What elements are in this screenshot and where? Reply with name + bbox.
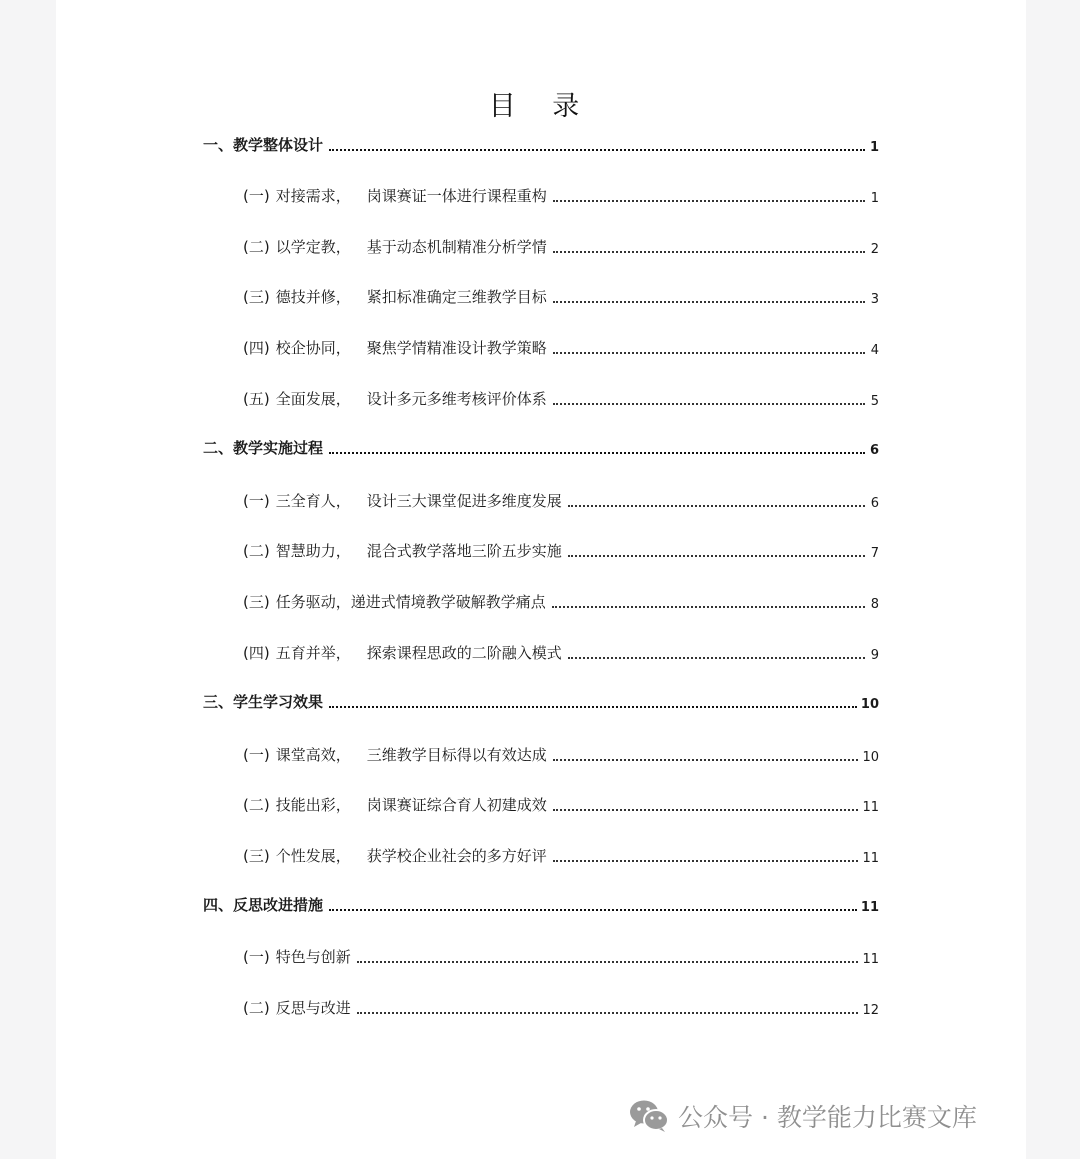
toc-lead: 五育并举，: [275, 644, 351, 662]
toc-subsection: [243, 490, 879, 511]
toc-page-number: 11: [862, 952, 879, 967]
toc-leader-dots: [553, 403, 865, 405]
toc-number: (一): [243, 948, 270, 966]
toc-leader-dots: [553, 759, 859, 761]
toc-page-number: 11: [862, 851, 879, 866]
toc-page-number: 6: [870, 496, 879, 511]
toc-text: 获学校企业社会的多方好评: [366, 847, 547, 865]
toc-text: 岗课赛证综合育人初建成效: [366, 796, 547, 814]
toc-lead: 技能出彩，: [275, 796, 351, 814]
toc-leader-dots: [568, 505, 865, 507]
page-title: 目 录: [488, 91, 594, 122]
toc-text: 探索课程思政的二阶融入模式: [366, 644, 562, 662]
toc-section-3: [203, 691, 879, 712]
toc-number: 二、: [203, 439, 234, 457]
toc-lead: 三全育人，: [275, 492, 351, 510]
toc-leader-dots: [553, 860, 859, 862]
toc-text: 学生学习效果: [233, 693, 324, 711]
toc-page-number: 11: [860, 900, 879, 915]
toc-subsection: [243, 286, 879, 307]
toc-lead: 校企协同，: [275, 339, 351, 357]
toc-lead: 智慧助力，: [275, 542, 351, 560]
toc-page-number: 2: [870, 242, 879, 257]
toc-text: 教学整体设计: [233, 136, 324, 154]
toc-text: 基于动态机制精准分析学情: [366, 238, 547, 256]
toc-page-number: 7: [870, 546, 879, 561]
toc-leader-dots: [329, 149, 865, 151]
toc-subsection: [243, 236, 879, 257]
toc-number: (二): [243, 238, 270, 256]
toc-number: 一、: [203, 136, 234, 154]
watermark: [628, 1098, 977, 1134]
toc-subsection: [243, 388, 879, 409]
toc-subsection: [243, 642, 879, 663]
toc-number: (一): [243, 492, 270, 510]
toc-page-number: 8: [870, 597, 879, 612]
toc-number: 三、: [203, 693, 234, 711]
toc-text: 紧扣标准确定三维教学目标: [366, 288, 547, 306]
toc-page-number: 1: [870, 191, 879, 206]
toc-section-2: [203, 437, 879, 458]
toc-number: 四、: [203, 896, 234, 914]
toc-text: 设计多元多维考核评价体系: [366, 390, 547, 408]
toc-number: (三): [243, 288, 270, 306]
toc-subsection: [243, 946, 879, 967]
toc-page-number: 10: [862, 750, 879, 765]
toc-leader-dots: [329, 452, 865, 454]
toc-section-1: [203, 134, 879, 155]
toc-text: 岗课赛证一体进行课程重构: [366, 187, 547, 205]
toc-leader-dots: [553, 251, 865, 253]
toc-number: (一): [243, 746, 270, 764]
toc-leader-dots: [553, 200, 865, 202]
toc-subsection: [243, 997, 879, 1018]
toc-text: 混合式教学落地三阶五步实施: [366, 542, 562, 560]
toc-leader-dots: [552, 606, 865, 608]
toc-number: (二): [243, 542, 270, 560]
toc-subsection: [243, 337, 879, 358]
toc-lead: 全面发展，: [275, 390, 351, 408]
toc-page-number: 4: [870, 343, 879, 358]
toc-leader-dots: [568, 555, 865, 557]
toc-page-number: 6: [869, 443, 879, 458]
toc-page-number: 5: [870, 394, 879, 409]
toc-leader-dots: [329, 706, 857, 708]
toc-lead: 对接需求，: [275, 187, 351, 205]
toc-page-number: 3: [870, 292, 879, 307]
toc-subsection: [243, 744, 879, 765]
toc-number: (三): [243, 847, 270, 865]
toc-number: (二): [243, 999, 270, 1017]
toc-leader-dots: [553, 809, 859, 811]
toc-lead: 以学定教，: [275, 238, 351, 256]
toc-number: (三): [243, 593, 270, 611]
toc-page-number: 10: [860, 697, 879, 712]
toc-subsection: [243, 540, 879, 561]
toc-number: (四): [243, 644, 270, 662]
wechat-icon: [628, 1098, 670, 1134]
toc-leader-dots: [553, 301, 865, 303]
toc-text: 特色与创新: [275, 948, 351, 966]
toc-page-number: 12: [862, 1003, 879, 1018]
toc-lead: 任务驱动，: [275, 593, 351, 611]
toc-number: (四): [243, 339, 270, 357]
toc-page-number: 1: [869, 140, 879, 155]
toc-section-4: [203, 894, 879, 915]
toc-leader-dots: [357, 961, 859, 963]
toc-text: 聚焦学情精准设计教学策略: [366, 339, 547, 357]
toc-number: (二): [243, 796, 270, 814]
toc-page-number: 9: [870, 648, 879, 663]
toc-text: 三维教学目标得以有效达成: [366, 746, 547, 764]
toc-number: (一): [243, 187, 270, 205]
toc-text: 递进式情境教学破解教学痛点: [350, 593, 546, 611]
toc-subsection: [243, 794, 879, 815]
toc-leader-dots: [568, 657, 865, 659]
toc-number: (五): [243, 390, 270, 408]
toc-lead: 德技并修，: [275, 288, 351, 306]
document-page: [56, 0, 1026, 1159]
toc-subsection: [243, 845, 879, 866]
toc-lead: 课堂高效，: [275, 746, 351, 764]
toc-text: 反思与改进: [275, 999, 351, 1017]
toc-text: 反思改进措施: [233, 896, 324, 914]
toc-page-number: 11: [862, 800, 879, 815]
watermark-text: 公众号 · 教学能力比赛文库: [678, 1103, 977, 1132]
toc-text: 设计三大课堂促进多维度发展: [366, 492, 562, 510]
toc-subsection: [243, 591, 879, 612]
toc-subsection: [243, 185, 879, 206]
toc-text: 教学实施过程: [233, 439, 324, 457]
toc-lead: 个性发展，: [275, 847, 351, 865]
toc-leader-dots: [329, 909, 857, 911]
toc-leader-dots: [553, 352, 865, 354]
toc-leader-dots: [357, 1012, 859, 1014]
